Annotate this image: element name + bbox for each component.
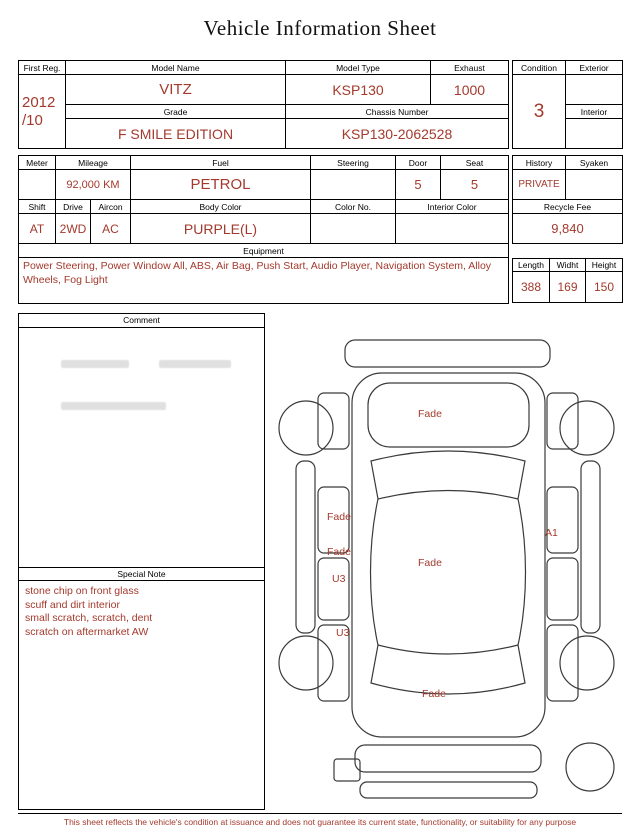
first-reg-value: 2012 /10	[19, 75, 66, 149]
shift-label: Shift	[19, 200, 56, 214]
aircon-label: Aircon	[91, 200, 131, 214]
model-name-label: Model Name	[66, 61, 286, 75]
exhaust-label: Exhaust	[431, 61, 509, 75]
recycle-fee-label: Recycle Fee	[513, 200, 623, 214]
chassis-number-label: Chassis Number	[286, 105, 509, 119]
details-table	[18, 155, 509, 304]
model-type-label: Model Type	[286, 61, 431, 75]
damage-label-rear: Fade	[422, 688, 446, 700]
illegible-faded-text	[159, 360, 231, 368]
exterior-label: Exterior	[566, 61, 623, 75]
damage-label-front-hood: Fade	[418, 408, 442, 420]
aircon-value: AC	[91, 214, 131, 244]
condition-table	[512, 60, 623, 149]
length-label: Length	[513, 259, 550, 272]
grade-value: F SMILE EDITION	[66, 119, 286, 149]
special-note-line: small scratch, scratch, dent	[25, 612, 153, 625]
door-value: 5	[396, 170, 441, 200]
length-value: 388	[513, 272, 550, 303]
condition-value: 3	[513, 75, 566, 149]
page-title: Vehicle Information Sheet	[203, 16, 437, 40]
dimensions-table	[512, 258, 623, 303]
comment-body	[19, 328, 264, 567]
illegible-faded-text	[61, 402, 166, 410]
recycle-fee-value: 9,840	[513, 214, 623, 244]
damage-label-roof: Fade	[418, 557, 442, 569]
fuel-value: PETROL	[131, 170, 311, 200]
interior-color-value	[396, 214, 509, 244]
color-no-value	[311, 214, 396, 244]
seat-value: 5	[441, 170, 509, 200]
seat-label: Seat	[441, 156, 509, 170]
comment-panel	[18, 313, 265, 810]
history-label: History	[513, 156, 566, 170]
drive-label: Drive	[56, 200, 91, 214]
meter-value	[19, 170, 56, 200]
damage-label-left-rear-door: Fade	[327, 546, 351, 558]
interior-label: Interior	[566, 105, 623, 119]
special-note-line: stone chip on front glass	[25, 585, 139, 597]
equipment-label: Equipment	[19, 244, 509, 258]
body-color-value: PURPLE(L)	[131, 214, 311, 244]
damage-label-right-front-door: A1	[545, 527, 558, 539]
history-value: PRIVATE	[513, 170, 566, 200]
grade-label: Grade	[66, 105, 286, 119]
illegible-faded-text	[61, 360, 129, 368]
shift-value: AT	[19, 214, 56, 244]
door-label: Door	[396, 156, 441, 170]
drive-value: 2WD	[56, 214, 91, 244]
model-type-value: KSP130	[286, 75, 431, 105]
registration-table	[18, 60, 509, 149]
syaken-value	[566, 170, 623, 200]
damage-label-left-rear-door-grade: U3	[332, 573, 346, 585]
special-note-line: scuff and dirt interior	[25, 598, 120, 611]
width-value: 169	[550, 272, 586, 303]
footer-disclaimer: This sheet reflects the vehicle's condition at issuance and does not guarantee its current state, functionality, or suitability for any purpose	[63, 817, 577, 827]
interior-color-label: Interior Color	[396, 200, 509, 214]
syaken-label: Syaken	[566, 156, 623, 170]
height-label: Height	[586, 259, 623, 272]
steering-label: Steering	[311, 156, 396, 170]
fuel-label: Fuel	[131, 156, 311, 170]
model-name-value: VITZ	[66, 75, 286, 105]
footer-divider	[18, 813, 622, 814]
meter-label: Meter	[19, 156, 56, 170]
damage-label-left-quarter: U3	[336, 627, 350, 639]
special-note-header: Special Note	[19, 567, 264, 581]
vehicle-damage-diagram	[268, 315, 628, 815]
special-note-line: scratch on aftermarket AW	[25, 625, 149, 638]
exterior-value	[566, 75, 623, 105]
width-label: Widht	[550, 259, 586, 272]
condition-label: Condition	[513, 61, 566, 75]
comment-header: Comment	[19, 314, 264, 328]
equipment-value: Power Steering, Power Window All, ABS, Air Bag, Push Start, Audio Player, Navigation System, Alloy Wheels, Fog Light	[19, 258, 509, 304]
first-reg-label: First Reg.	[19, 61, 66, 75]
damage-label-left-front-door: Fade	[327, 511, 351, 523]
chassis-number-value: KSP130-2062528	[286, 119, 509, 149]
special-note-body	[19, 581, 264, 644]
mileage-label: Mileage	[56, 156, 131, 170]
history-table	[512, 155, 623, 244]
exhaust-value: 1000	[431, 75, 509, 105]
color-no-label: Color No.	[311, 200, 396, 214]
steering-value	[311, 170, 396, 200]
car-top-view	[268, 315, 628, 815]
height-value: 150	[586, 272, 623, 303]
body-color-label: Body Color	[131, 200, 311, 214]
interior-value	[566, 119, 623, 149]
mileage-value: 92,000 KM	[56, 170, 131, 200]
